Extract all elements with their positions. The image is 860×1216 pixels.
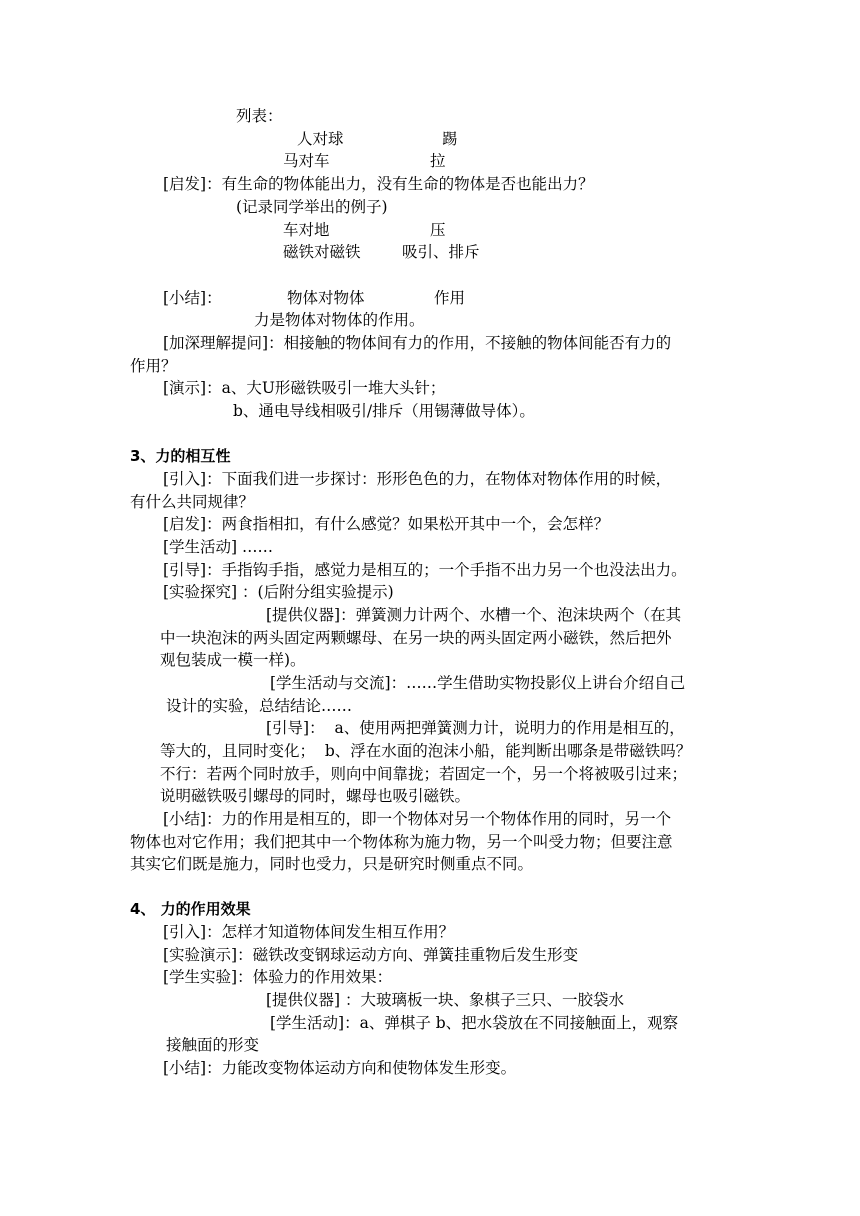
text-line: 设计的实验，总结结论…… (166, 697, 353, 715)
text-line: [学生实验]：体验力的作用效果： (163, 968, 393, 986)
text-line: [演示]：a、大U形磁铁吸引一堆大头针； (163, 379, 446, 397)
example-row: 磁铁对磁铁 (283, 243, 361, 261)
text-line: 力是物体对物体的作用。 (254, 311, 425, 329)
text-line: [启发]：两食指相扣，有什么感觉？如果松开其中一个，会怎样？ (163, 515, 610, 533)
text-line: 等大的，且同时变化； b、浮在水面的泡沫小船，能判断出哪条是带磁铁吗？ (160, 742, 692, 760)
text-line: [引导]： a、使用两把弹簧测力计，说明力的作用是相互的， (266, 719, 685, 737)
example-row: 马对车 (283, 152, 330, 170)
text-line: 中一块泡沫的两头固定两颗螺母、在另一块的两头固定两小磁铁，然后把外 (160, 629, 672, 647)
section-heading: 4、 力的作用效果 (130, 900, 251, 918)
example-action: 吸引、排斥 (402, 243, 480, 261)
text-line: [学生活动]：a、弹棋子 b、把水袋放在不同接触面上，观察 (270, 1014, 679, 1032)
text-line: 作用？ (130, 357, 177, 375)
example-row: 车对地 (283, 221, 330, 239)
example-row (297, 129, 344, 149)
text-line: 观包装成一模一样)。 (160, 651, 306, 669)
text-line: [引入]：怎样才知道物体间发生相互作用？ (163, 923, 455, 941)
text-line: [学生活动] …… (163, 538, 274, 556)
text-line: [提供仪器]：弹簧测力计两个、水槽一个、泡沫块两个（在其 (266, 606, 682, 624)
example-action: 踢 (442, 130, 458, 148)
example-pair: 人对球 (297, 130, 344, 148)
text-line: [小结]：力的作用是相互的，即一个物体对另一个物体作用的同时，另一个 (163, 810, 672, 828)
text-line: 有什么共同规律？ (130, 493, 255, 511)
example-action: 拉 (430, 152, 446, 170)
text-line: [启发]：有生命的物体能出力，没有生命的物体是否也能出力？ (163, 175, 594, 193)
text-line: 列表： (236, 107, 283, 125)
text-line: [引导]：手指钩手指，感觉力是相互的；一个手指不出力另一个也没法出力。 (163, 561, 687, 579)
text-line: 说明磁铁吸引螺母的同时，螺母也吸引磁铁。 (160, 787, 471, 805)
text-line: 接触面的形变 (166, 1036, 260, 1054)
text-line: b、通电导线相吸引/排斥（用锡薄做导体）。 (233, 402, 535, 420)
summary-label: [小结]： (163, 289, 222, 307)
text-line: (记录同学举出的例子) (236, 198, 388, 216)
text-line: [实验演示]：磁铁改变钢球运动方向、弹簧挂重物后发生形变 (163, 946, 579, 964)
text-line: [小结]：力能改变物体运动方向和使物体发生形变。 (163, 1059, 517, 1077)
text-line: 物体也对它作用；我们把其中一个物体称为施力物，另一个叫受力物；但要注意 (130, 833, 673, 851)
text-line: [加深理解提问]：相接触的物体间有力的作用，不接触的物体间能否有力的 (163, 334, 672, 352)
text-line: [学生活动与交流]：……学生借助实物投影仪上讲台介绍自己 (270, 674, 686, 692)
summary-pair: 物体对物体 (287, 289, 365, 307)
example-action: 压 (430, 221, 446, 239)
text-line: [提供仪器] ：大玻璃板一块、象棋子三只、一胶袋水 (266, 991, 625, 1009)
text-line: 其实它们既是施力，同时也受力，只是研究时侧重点不同。 (130, 855, 534, 873)
summary-action: 作用 (434, 289, 466, 307)
section-heading: 3、力的相互性 (130, 447, 231, 465)
text-line: [实验探究] ：(后附分组实验提示) (163, 583, 394, 601)
text-line: 不行：若两个同时放手，则向中间靠拢；若固定一个，另一个将被吸引过来； (160, 765, 688, 783)
text-line: [引入]：下面我们进一步探讨：形形色色的力，在物体对物体作用的时候， (163, 470, 672, 488)
